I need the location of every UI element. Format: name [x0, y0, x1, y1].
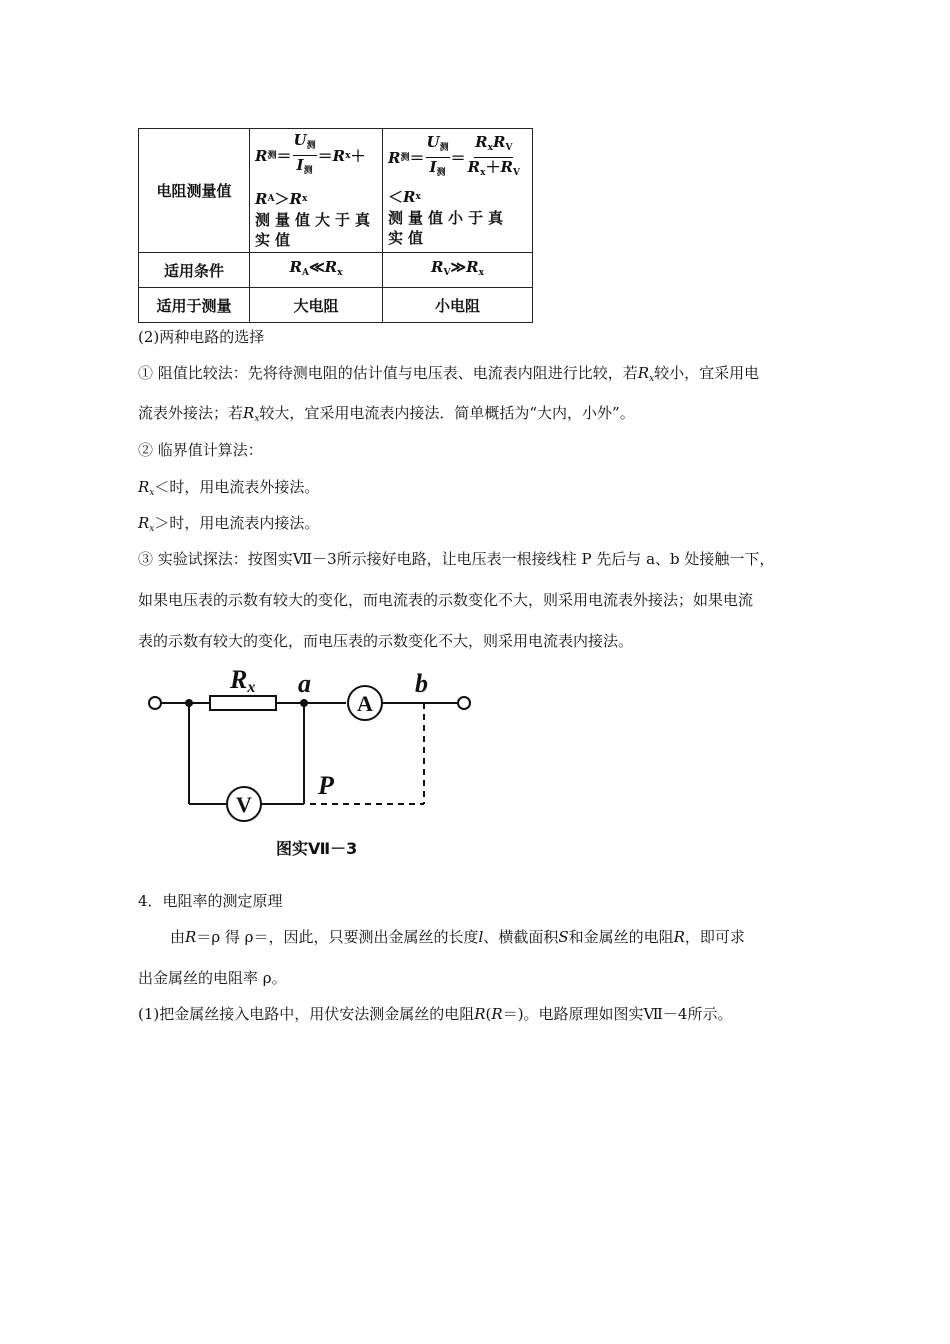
- fraction: [293, 131, 317, 180]
- condition-cell: [383, 253, 533, 288]
- fraction: [467, 133, 521, 182]
- formula-operator: ≫: [450, 258, 467, 276]
- formula-subscript: x: [480, 168, 486, 178]
- text-run: ＜时，用电流表外接法。: [154, 478, 320, 496]
- formula-symbol: R: [255, 146, 268, 165]
- formula-subscript: V: [512, 168, 520, 178]
- label-rx: Rx: [230, 665, 256, 696]
- formula-subscript: 测: [400, 152, 410, 163]
- paragraph: [170, 926, 745, 947]
- junction-dot-a: [300, 699, 308, 707]
- formula-subscript: x: [415, 192, 421, 202]
- text-run: ，即可求: [684, 928, 745, 946]
- target-cell: 大电阻: [250, 288, 383, 323]
- table-row: [139, 129, 533, 253]
- formula-symbol: R: [500, 158, 513, 176]
- formula-symbol: R: [289, 190, 302, 208]
- label-a: a: [298, 669, 311, 698]
- paragraph: [138, 1003, 732, 1024]
- table-row: [139, 288, 533, 323]
- subscript: x: [254, 414, 260, 424]
- paragraph: ② 临界值计算法：: [138, 441, 263, 459]
- formula-symbol: R: [431, 258, 444, 276]
- formula-subscript: x: [301, 194, 308, 204]
- paragraph: [138, 362, 759, 384]
- text-run: 较大，宜采用电流表内接法．简单概括为“大内，小外”。: [259, 404, 635, 422]
- symbol: S: [558, 928, 569, 946]
- internal-method-cell: [383, 129, 533, 253]
- formula-operator: ＞: [274, 190, 290, 208]
- paragraph: [138, 512, 319, 534]
- junction-dot: [185, 699, 193, 707]
- formula-symbol: R: [289, 258, 302, 276]
- paragraph: 如果电压表的示数有较大的变化，而电流表的示数变化不大，则采用电流表外接法；如果电流: [138, 591, 754, 609]
- text-run: 、横截面积: [483, 928, 559, 946]
- paragraph: [138, 402, 635, 424]
- symbol: R: [138, 478, 150, 496]
- label-p: P: [318, 771, 334, 800]
- ammeter-label: A: [357, 691, 373, 716]
- text-run: ① 阻值比较法：先将待测电阻的估计值与电压表、电流表内阻进行比较，若: [138, 364, 638, 382]
- condition-cell: [250, 253, 383, 288]
- paragraph: 出金属丝的电阻率 ρ。: [138, 969, 287, 987]
- symbol: R: [491, 1005, 503, 1023]
- formula-subscript: 测: [306, 141, 316, 151]
- symbol: R: [637, 364, 650, 382]
- paragraph: (2)两种电路的选择: [138, 328, 265, 346]
- formula-subscript: 测: [267, 150, 277, 161]
- row-header: 电阻测量值: [139, 129, 250, 253]
- formula-subscript: x: [478, 268, 484, 278]
- paragraph: ③ 实验试探法：按图实Ⅶ－3所示接好电路，让电压表一根接线柱 P 先后与 a、b 处接触一下，: [138, 550, 775, 568]
- formula-subscript: x: [345, 150, 351, 161]
- formula-operator: ≪: [308, 258, 325, 276]
- paragraph: [138, 476, 319, 498]
- formula-symbol: R: [475, 133, 488, 151]
- comparison-note: 测量值大于真实值: [255, 211, 376, 249]
- formula-subscript: V: [443, 268, 451, 278]
- formula-symbol: R: [466, 258, 479, 276]
- formula-symbol: R: [332, 146, 346, 165]
- text-run: 和金属丝的电阻: [568, 928, 674, 946]
- text-run: 较小，宜采用电: [654, 364, 760, 382]
- internal-formula: [388, 133, 527, 208]
- row-header: 适用条件: [139, 253, 250, 288]
- text-run: 由: [170, 928, 186, 946]
- formula-subscript: A: [301, 268, 309, 278]
- formula-symbol: R: [467, 158, 481, 176]
- text-run: ＝ρ 得 ρ＝，因此，只要测出金属丝的长度: [196, 928, 479, 946]
- formula-subscript: x: [337, 268, 343, 278]
- text-run: 流表外接法；若: [138, 404, 244, 422]
- formula-subscript: 测: [303, 166, 313, 176]
- formula-operator: ＝: [317, 146, 333, 165]
- paragraph: 表的示数有较大的变化，而电压表的示数变化不大，则采用电流表内接法。: [138, 632, 634, 650]
- formula-subscript: 测: [436, 168, 446, 178]
- text-run: (: [485, 1005, 492, 1023]
- row-header: 适用于测量: [139, 288, 250, 323]
- left-terminal: [149, 697, 161, 709]
- symbol: l: [478, 928, 484, 946]
- text-run: ＞时，用电流表内接法。: [154, 514, 320, 532]
- formula-symbol: R: [403, 188, 416, 206]
- formula-symbol: R: [255, 190, 268, 208]
- formula-operator: ＜: [388, 188, 404, 206]
- formula-symbol: I: [429, 158, 437, 176]
- formula-operator: ＋: [485, 158, 501, 176]
- text-run: (1)把金属丝接入电路中，用伏安法测金属丝的电阻: [138, 1005, 475, 1023]
- formula-symbol: U: [426, 133, 440, 151]
- formula-operator: ＝: [276, 146, 292, 165]
- subscript: x: [149, 488, 155, 498]
- formula-symbol: U: [293, 131, 307, 149]
- text-run: ＝)。电路原理如图实Ⅶ－4所示。: [502, 1005, 733, 1023]
- comparison-note: 测量值小于真实值: [388, 209, 509, 247]
- label-b: b: [415, 669, 428, 698]
- formula-operator: ＝: [450, 148, 466, 167]
- fraction: [426, 133, 450, 182]
- symbol: R: [673, 928, 685, 946]
- external-formula: [255, 131, 377, 210]
- formula-subscript: A: [267, 194, 275, 204]
- formula-symbol: R: [388, 148, 401, 167]
- formula-operator: ＋: [350, 146, 366, 165]
- figure-caption: 图实Ⅶ－3: [276, 839, 358, 858]
- circuit-diagram: [140, 662, 480, 832]
- resistor-rx: [210, 696, 276, 710]
- formula-operator: ＝: [409, 148, 425, 167]
- table-row: [139, 253, 533, 288]
- symbol: R: [243, 404, 255, 422]
- formula-subscript: x: [487, 143, 493, 153]
- measurement-comparison-table: [138, 128, 533, 323]
- formula-subscript: V: [505, 143, 513, 153]
- right-terminal: [458, 697, 470, 709]
- section-heading: 4．电阻率的测定原理: [138, 892, 283, 910]
- external-method-cell: [250, 129, 383, 253]
- formula-symbol: I: [296, 156, 304, 174]
- voltmeter-label: V: [236, 792, 252, 817]
- subscript: x: [149, 524, 155, 534]
- target-cell: 小电阻: [383, 288, 533, 323]
- formula-subscript: 测: [439, 143, 449, 153]
- symbol: R: [138, 514, 150, 532]
- formula-symbol: R: [324, 258, 338, 276]
- symbol: R: [474, 1005, 486, 1023]
- symbol: R: [185, 928, 197, 946]
- subscript: x: [649, 374, 655, 384]
- formula-symbol: R: [492, 133, 506, 151]
